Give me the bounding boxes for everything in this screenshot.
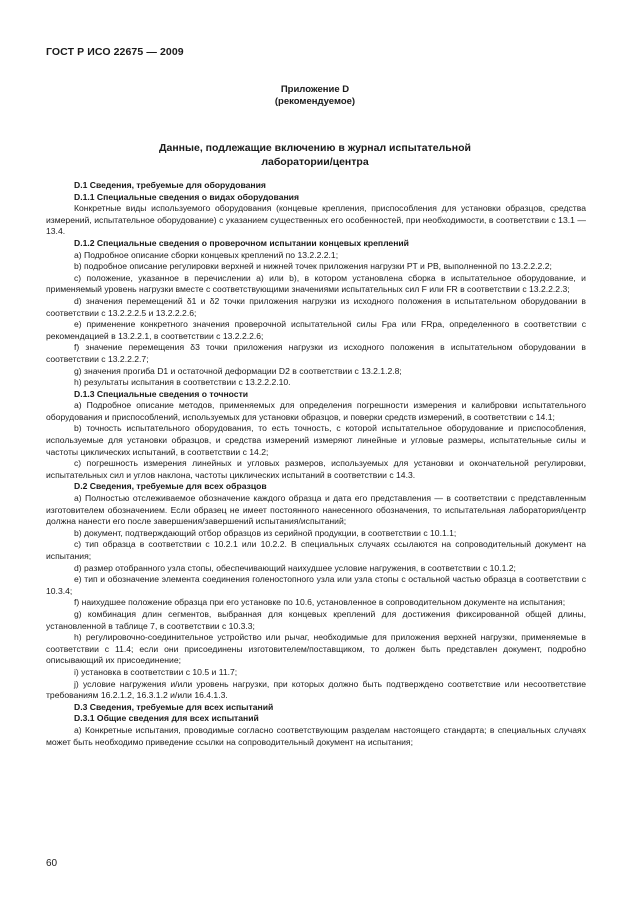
paragraph: h) результаты испытания в соответствии с 13.2.2.2.10. [74, 377, 291, 388]
paragraph: е) тип и обозначение элемента соединения голеностопного узла или узла стопы с остальной частью образца в соответствии с 10.3.4; [46, 574, 586, 596]
annex-title-line-2: лаборатории/центра [261, 156, 369, 168]
paragraph: g) значения прогиба D1 и остаточной деформации D2 в соответствии с 13.2.1.2.8; [74, 365, 402, 376]
paragraph: а) Подробное описание методов, применяемых для определения погрешности измерения и калибровки испытательного оборудования и приспособлений, используемых для установки образцов, и поверки средств измерений, в соответствии с 14.1; [46, 400, 586, 422]
paragraph: j) условие нагружения и/или уровень нагрузки, при которых должно быть подтверждено соответствие или несоответствие требованиям 16.2.1.2, 16.3.1.2 и/или 16.4.1.3. [46, 678, 586, 701]
section-heading: D.3.1 Общие сведения для всех испытаний [74, 713, 259, 724]
paragraph: c) тип образца в соответствии с 10.2.1 или 10.2.2. В специальных случаях ссылаются на сопроводительный документ на испытания; [46, 539, 586, 561]
paragraph: b) точность испытательного оборудования, то есть точность, с которой испытательное оборудование и приспособления, используемые для установки образцов, и средства измерений измеряют линейные и угловые размеры, испытательные силы и частоты циклических испытаний, в соответствии с 14.2; [46, 423, 586, 457]
annex-title [100, 141, 530, 169]
page-number: 60 [46, 858, 58, 869]
section-heading: D.1.3 Специальные сведения о точности [74, 388, 249, 399]
section-heading: D.3 Сведения, требуемые для всех испытаний [74, 701, 274, 712]
annex-status: (рекомендуемое) [274, 96, 356, 107]
paragraph: е) применение конкретного значения проверочной испытательной силы Fpa или FRpa, определенного в соответствии с рекомендацией в 13.2.2.1, в соответствии с 13.2.2.2.6; [46, 319, 586, 341]
annex-label: Приложение D [280, 84, 350, 95]
paragraph: b) документ, подтверждающий отбор образцов из серийной продукции, в соответствии с 10.1.1; [74, 527, 457, 538]
paragraph: Конкретные виды используемого оборудования (концевые крепления, приспособления для установки образцов, средства измерений, испытательное оборудование) с указанием существенных его особенностей, при необходимости, в соответствии с 13.1 — 13.4. [46, 203, 586, 237]
paragraph: d) значения перемещений δ1 и δ2 точки приложения нагрузки из исходного положения в испытательном оборудовании в соответствии с 13.2.2.2.5 и 13.2.2.2.6; [46, 295, 586, 318]
document-body [46, 180, 586, 748]
paragraph: i) установка в соответствии с 10.5 и 11.7; [74, 666, 238, 677]
paragraph: c) погрешность измерения линейных и угловых размеров, используемых для установки и окончательной регулировки, испытательных сил и углов наклона, частоты циклических испытаний в соответствии с 14.3. [46, 458, 586, 480]
section-heading: D.1.1 Специальные сведения о видах оборудования [74, 191, 299, 202]
paragraph: а) Конкретные испытания, проводимые согласно соответствующим разделам настоящего стандарта; в специальных случаях может быть необходимо приведение ссылки на сопроводительный документ на испытания; [46, 724, 586, 747]
paragraph: b) подробное описание регулировки верхней и нижней точек приложения нагрузки PT и PB, выполненной по 13.2.2.2.2; [74, 261, 552, 272]
annex-title-line-1: Данные, подлежащие включению в журнал испытательной [159, 142, 471, 154]
paragraph: c) положение, указанное в перечислении а) или b), в котором установлена сборка в испытательное оборудование, и применяемый уровень нагрузки вместе с соответствующими значениями испытательных сил F или FR в соответствии с 13.2.2.2.3; [46, 272, 586, 295]
paragraph: h) регулировочно-соединительное устройство или рычаг, необходимые для приложения верхней нагрузки, применяемые в соответствии с 11.4; если они присоединены изготовителем/поставщиком, то должен быть представлен документ, подробно описывающий их присоединение; [46, 632, 586, 666]
paragraph: d) размер отобранного узла стопы, обеспечивающий наихудшее условие нагружения, в соответствии с 10.1.2; [74, 562, 516, 573]
section-heading: D.2 Сведения, требуемые для всех образцов [74, 481, 267, 492]
paragraph: а) Полностью отслеживаемое обозначение каждого образца и дата его представления — в соответствии с представленным изготовителем обозначением. Если образец не имеет постоянного нанесенного обозначения, то испытательная лаборатория/центр должна нанести его после завершения/завершений испытания/испытаний; [46, 493, 586, 527]
annex-heading [0, 84, 630, 108]
paragraph: f) наихудшее положение образца при его установке по 10.6, установленное в сопроводительном документе на испытания; [74, 597, 566, 608]
section-heading: D.1 Сведения, требуемые для оборудования [74, 180, 266, 190]
paragraph: а) Подробное описание сборки концевых креплений по 13.2.2.2.1; [74, 249, 339, 260]
standard-header: ГОСТ Р ИСО 22675 — 2009 [46, 46, 184, 58]
section-heading: D.1.2 Специальные сведения о проверочном испытании концевых креплений [74, 237, 409, 248]
paragraph: f) значение перемещения δ3 точки приложения нагрузки из исходного положения в испытательном оборудовании в соответствии с 13.2.2.2.7; [46, 342, 586, 364]
paragraph: g) комбинация длин сегментов, выбранная для концевых креплений для достижения фиксированной общей длины, установленной в таблице 7, в соответствии с 10.3.3; [46, 608, 586, 631]
